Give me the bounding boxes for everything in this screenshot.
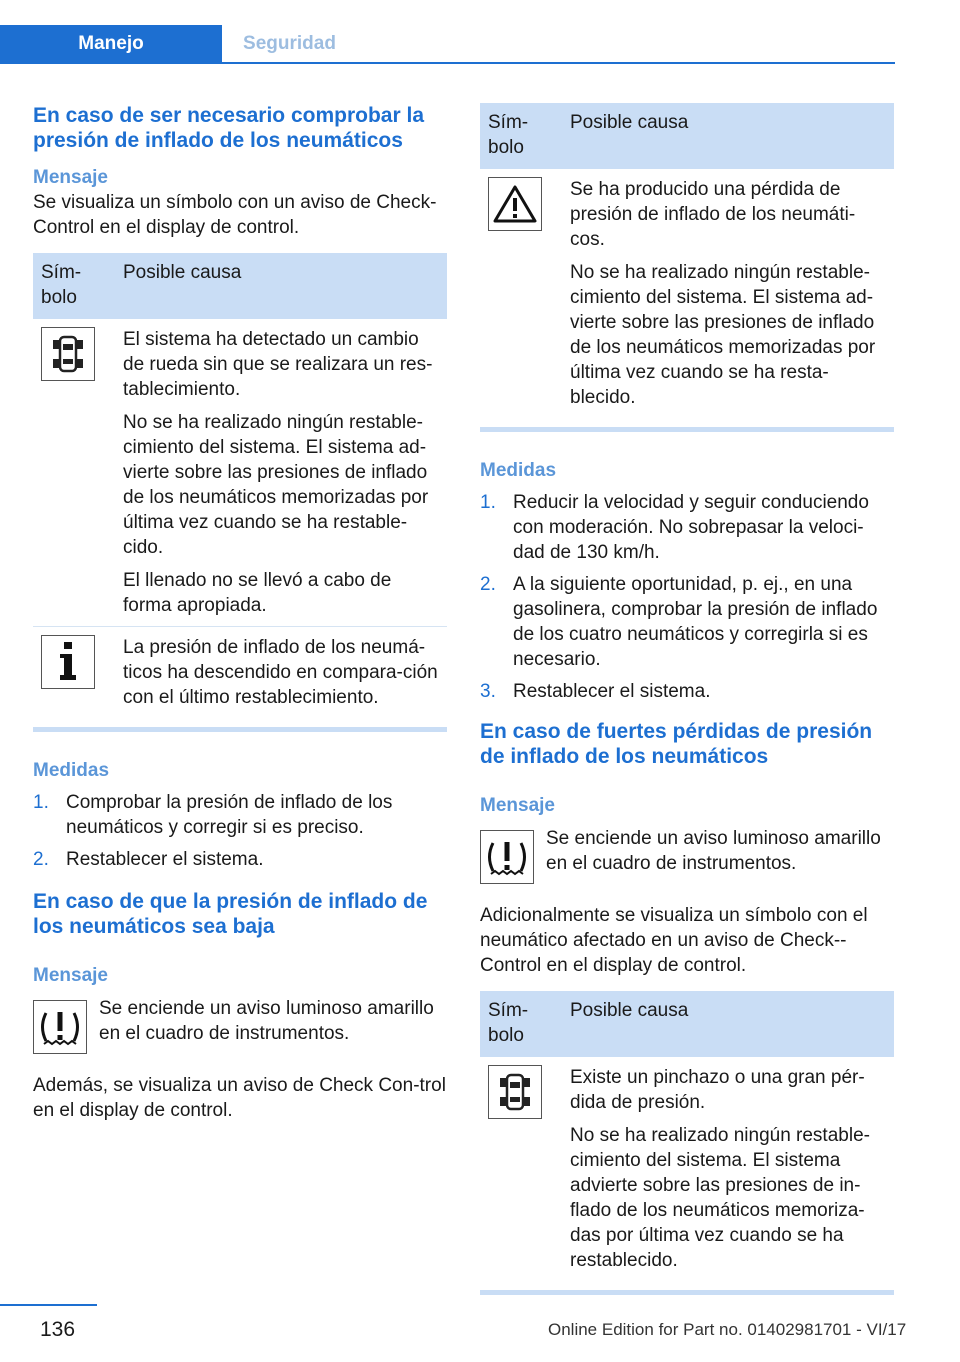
list-item: 2. A la siguiente oportunidad, p. ej., en una gasolinera, comprobar la presión de inflado de los cuatro neumáticos y corregirla si es necesario. (480, 574, 878, 670)
warning-light-message (33, 996, 447, 1054)
message-label: Mensaje (33, 167, 108, 188)
message-label: Mensaje (480, 795, 555, 816)
section-tab-bar (0, 25, 895, 64)
cause-text: La presión de inflado de los neumá-ticos ha descendido en compara-ción con el último restablecimiento. (123, 637, 438, 708)
left-column (33, 103, 447, 1123)
tpms-warning-light-icon (33, 1000, 87, 1054)
table-row (33, 627, 447, 719)
tab-seguridad[interactable]: Seguridad (243, 33, 336, 54)
list-item: 3. Restablecer el sistema. (480, 681, 711, 702)
list-item: 2. Restablecer el sistema. (33, 849, 264, 870)
table-row (480, 1057, 894, 1281)
additional-text: Adicionalmente se visualiza un símbolo con el neumático afectado en un aviso de Check--Control en el display de control. (480, 905, 868, 976)
cause-text: El sistema ha detectado un cambio de rueda sin que se realizara un res-tablecimiento. (123, 329, 433, 400)
car-tire-pressure-icon (41, 327, 95, 381)
table-row (33, 319, 447, 627)
table-end-bar (480, 427, 894, 432)
right-column (480, 103, 894, 1295)
cause-text: No se ha realizado ningún restable-cimiento del sistema. El sistema ad-vierte sobre las presiones de inflado de los neumáticos memorizadas por última vez cuando se ha restable-cido. (123, 412, 429, 558)
measures-label: Medidas (33, 760, 110, 781)
footer-rule (0, 1304, 97, 1306)
car-tire-pressure-icon (488, 1065, 542, 1119)
cause-text: El llenado no se llevó a cabo de forma apropiada. (123, 570, 392, 616)
measures-label: Medidas (480, 460, 557, 481)
cause-text: No se ha realizado ningún restable-cimiento del sistema. El sistema advierte sobre las presiones de in-flado de los neumáticos memoriza-das por última vez cuando se ha restablecido. (570, 1125, 870, 1271)
heading-check-pressure: En caso de ser necesario comprobar la presión de inflado de los neumáticos (33, 104, 425, 152)
tab-manejo[interactable]: Manejo (0, 25, 222, 62)
cause-table-3 (480, 991, 894, 1281)
page-number: 136 (40, 1318, 76, 1341)
col-cause-header: Posible causa (562, 103, 894, 169)
warning-light-message (480, 826, 894, 884)
heading-low-pressure: En caso de que la presión de inflado de los neumáticos sea baja (33, 890, 428, 938)
measures-list (480, 490, 894, 704)
edition-note: Online Edition for Part no. 01402981701 - VI/17 (548, 1320, 907, 1339)
message-label: Mensaje (33, 965, 108, 986)
cause-table-1 (33, 253, 447, 718)
message-text: Se enciende un aviso luminoso amarillo en el cuadro de instrumentos. (546, 828, 881, 874)
cause-text: Se ha producido una pérdida de presión de inflado de los neumáti-cos. (570, 179, 856, 250)
message-text: Se enciende un aviso luminoso amarillo en el cuadro de instrumentos. (99, 998, 434, 1044)
cause-table-2 (480, 103, 894, 418)
info-icon (41, 635, 95, 689)
cause-text: Existe un pinchazo o una gran pér-dida de presión. (570, 1067, 865, 1113)
col-symbol-header: Sím- bolo (480, 103, 562, 169)
message-text: Se visualiza un símbolo con un aviso de Check-Control en el display de control. (33, 192, 437, 238)
measures-list (33, 790, 447, 872)
list-item: 1. Comprobar la presión de inflado de los neumáticos y corregir si es preciso. (33, 792, 393, 838)
list-item: 1. Reducir la velocidad y seguir conduciendo con moderación. No sobrepasar la veloci-dad de 130 km/h. (480, 492, 869, 563)
table-row (480, 169, 894, 418)
col-cause-header: Posible causa (115, 253, 447, 319)
tpms-warning-light-icon (480, 830, 534, 884)
table-end-bar (33, 727, 447, 732)
additional-text: Además, se visualiza un aviso de Check Con-trol en el display de control. (33, 1075, 446, 1121)
cause-text: No se ha realizado ningún restable-cimiento del sistema. El sistema ad-vierte sobre las presiones de inflado de los neumáticos memorizadas por última vez cuando se ha resta-blecido. (570, 262, 876, 408)
table-end-bar (480, 1290, 894, 1295)
heading-strong-pressure-loss: En caso de fuertes pérdidas de presión de inflado de los neumáticos (480, 720, 873, 768)
col-symbol-header: Sím- bolo (480, 991, 562, 1057)
warning-triangle-icon (488, 177, 542, 231)
col-symbol-header: Sím- bolo (33, 253, 115, 319)
col-cause-header: Posible causa (562, 991, 894, 1057)
